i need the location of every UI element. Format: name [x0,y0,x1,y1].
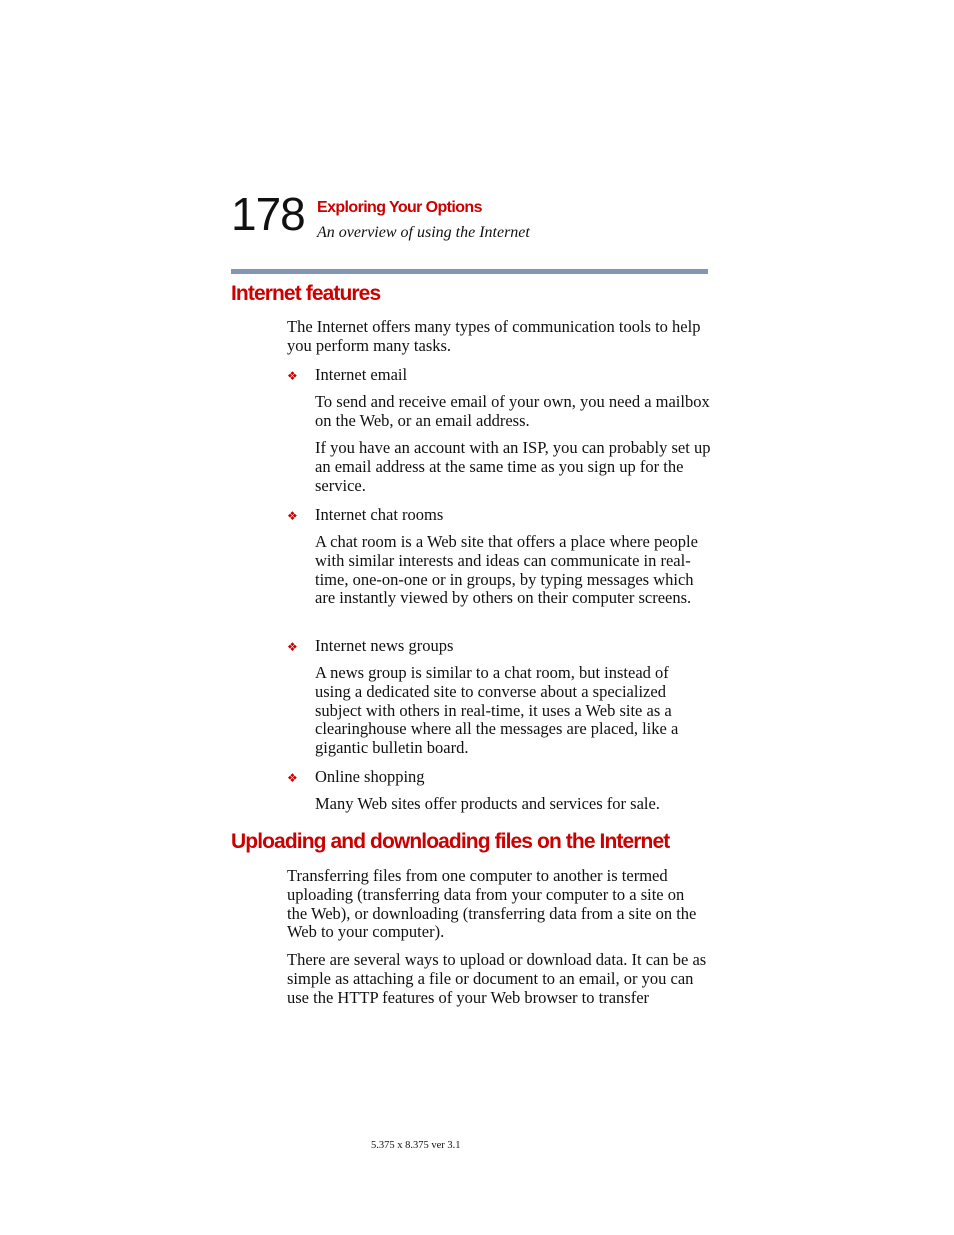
section-heading: Uploading and downloading files on the Internet [231,830,670,853]
bullet-label: Internet email [315,365,408,384]
diamond-bullet-icon: ❖ [287,369,298,383]
bullet-label: Online shopping [315,767,425,786]
section-divider-rule [231,269,708,274]
section-heading: Internet features [231,282,381,305]
bullet-label: Internet news groups [315,636,454,655]
section-subtitle: An overview of using the Internet [317,224,530,241]
bullet-paragraph: If you have an account with an ISP, you can probably set up an email address at the same time as you sign up for the service. [315,438,711,495]
bullet-item-news-groups [287,636,453,657]
bullet-label: Internet chat rooms [315,505,444,524]
diamond-bullet-icon: ❖ [287,640,298,654]
diamond-bullet-icon: ❖ [287,771,298,785]
bullet-paragraph: A news group is similar to a chat room, but instead of using a dedicated site to converse about a specialized subject with others in real-time, it uses a Web site as a clearinghouse where all the messages are placed, like a gigantic bulletin board. [315,663,679,758]
bullet-item-chat-rooms [287,505,443,526]
bullet-paragraph: To send and receive email of your own, you need a mailbox on the Web, or an email address. [315,392,710,430]
body-paragraph: Transferring files from one computer to another is termed uploading (transferring data from your computer to a site on the Web), or downloading (transferring data from a site on the Web to your computer). [287,866,697,942]
intro-paragraph: The Internet offers many types of communication tools to help you perform many tasks. [287,317,701,355]
bullet-paragraph: Many Web sites offer products and services for sale. [315,794,660,813]
chapter-title: Exploring Your Options [317,199,482,216]
diamond-bullet-icon: ❖ [287,509,298,523]
bullet-paragraph: A chat room is a Web site that offers a place where people with similar interests and ideas can communicate in real-time, one-on-one or in groups, by typing messages which are instantly viewed by others on their computer screens. [315,532,698,608]
bullet-item-online-shopping [287,767,425,788]
version-footer: 5.375 x 8.375 ver 3.1 [371,1140,461,1151]
bullet-item-email [287,365,407,386]
page-number: 178 [231,188,305,240]
body-paragraph: There are several ways to upload or download data. It can be as simple as attaching a file or document to an email, or you can use the HTTP features of your Web browser to transfer [287,950,707,1007]
